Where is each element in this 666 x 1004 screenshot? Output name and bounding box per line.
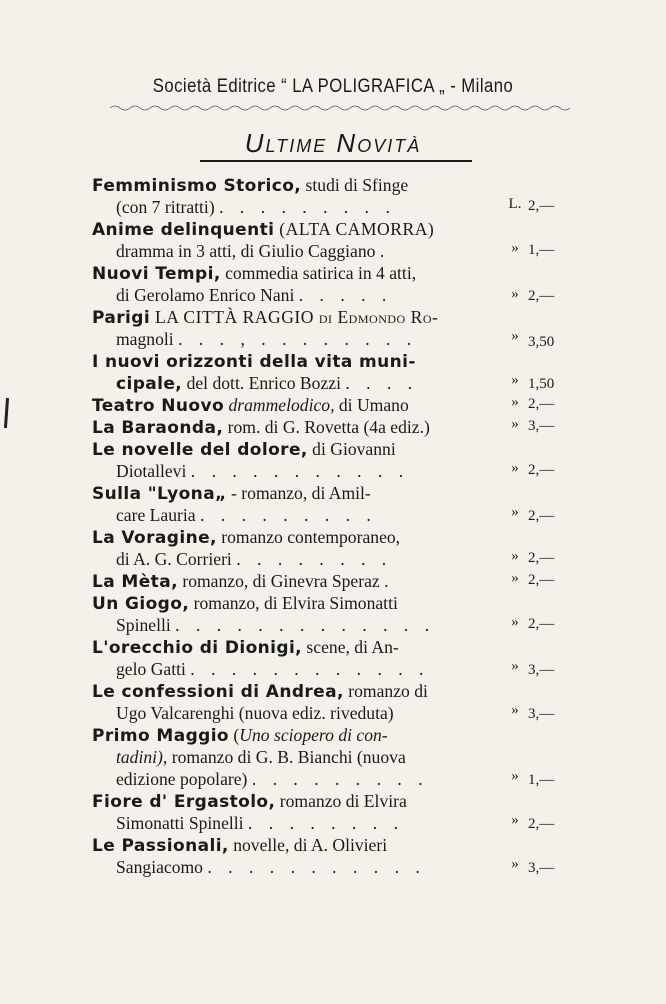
- book-title: L'orecchio di Dionigi,: [92, 638, 303, 658]
- publisher-header: Società Editrice “ LA POLIGRAFICA „ - Milano: [152, 76, 514, 97]
- book-details: gelo Gatti: [116, 659, 186, 679]
- book-title: Fiore d' Ergastolo,: [92, 792, 276, 812]
- book-details: romanzo di G. B. Bianchi (nuova: [167, 747, 406, 767]
- leader-dots: . . . . . . . . .: [251, 769, 429, 789]
- book-details: di Giovanni: [307, 439, 396, 459]
- currency-mark: »: [511, 812, 519, 828]
- book-details: romanzo di: [343, 681, 428, 701]
- book-title: Teatro Nuovo: [92, 396, 225, 416]
- book-details: Simonatti Spinelli: [116, 813, 244, 833]
- currency-mark: »: [511, 614, 519, 630]
- book-title: Un Giogo,: [92, 594, 190, 614]
- book-entry: [92, 592, 555, 636]
- book-entry: [92, 482, 555, 526]
- book-entry: [92, 262, 555, 306]
- currency-mark: »: [511, 240, 519, 256]
- currency-mark: »: [511, 856, 519, 872]
- book-title: Nuovi Tempi,: [92, 264, 221, 284]
- book-entry: [92, 416, 555, 438]
- book-price: 2,—: [528, 198, 555, 214]
- book-details: romanzo, di Ginevra Speraz .: [177, 571, 389, 591]
- currency-mark: »: [511, 570, 519, 586]
- book-details: - romanzo, di Amil-: [226, 483, 371, 503]
- book-title: Primo Maggio: [92, 726, 230, 746]
- currency-mark: »: [511, 460, 519, 476]
- book-title: Le confessioni di Andrea,: [92, 682, 344, 702]
- book-price: 3,—: [528, 706, 555, 722]
- currency-mark: »: [511, 328, 519, 344]
- currency-mark: »: [511, 504, 519, 520]
- currency-mark: »: [511, 548, 519, 564]
- book-entry: [92, 218, 555, 262]
- book-title: La Baraonda,: [92, 418, 224, 438]
- book-title: Femminismo Storico,: [92, 176, 302, 196]
- book-details: (ALTA CAMORRA): [274, 219, 435, 239]
- currency-mark: »: [511, 286, 519, 302]
- book-details: LA CITTÀ RAGGIO di Edmondo Ro-: [150, 307, 439, 327]
- book-details: novelle, di A. Olivieri: [228, 835, 388, 855]
- title-underline: [200, 160, 472, 162]
- book-entry: [92, 570, 555, 592]
- book-title: I nuovi orizzonti della vita muni-: [92, 352, 416, 372]
- leader-dots: . . . . . . . . . . . .: [190, 659, 430, 679]
- book-details: studi di Sfinge: [301, 175, 409, 195]
- book-details: Sangiacomo: [116, 857, 203, 877]
- book-details: Diotallevi: [116, 461, 187, 481]
- book-title: La Voragine,: [92, 528, 217, 548]
- book-entry: [92, 724, 555, 790]
- book-entry: [92, 438, 555, 482]
- leader-dots: . . . . . . . . .: [219, 197, 396, 217]
- currency-mark: »: [511, 394, 519, 410]
- book-title: Le novelle del dolore,: [92, 440, 308, 460]
- book-price: 2,—: [528, 816, 555, 832]
- book-price: 1,—: [528, 772, 555, 788]
- book-details: Spinelli: [116, 615, 171, 635]
- book-author: di Umano: [334, 395, 409, 415]
- book-entry: [92, 680, 555, 724]
- book-price: 3,—: [528, 418, 555, 434]
- book-details: Ugo Valcarenghi (nuova ediz. riveduta): [116, 703, 394, 723]
- leader-dots: . . . . . . . . . . . . .: [175, 615, 436, 635]
- book-details: scene, di An-: [302, 637, 399, 657]
- book-details: edizione popolare): [116, 769, 248, 789]
- book-details: commedia satirica in 4 atti,: [220, 263, 417, 283]
- book-details: rom. di G. Rovetta (4a ediz.): [223, 417, 430, 437]
- book-entry: [92, 636, 555, 680]
- book-price: 2,—: [528, 550, 555, 566]
- book-price: 2,—: [528, 462, 555, 478]
- book-details: (: [229, 725, 240, 745]
- book-entry: [92, 350, 555, 394]
- book-price: 2,—: [528, 616, 555, 632]
- book-title: Le Passionali,: [92, 836, 229, 856]
- book-price: 3,—: [528, 662, 555, 678]
- leader-dots: . . . . . . . . . . .: [207, 857, 426, 877]
- book-entry: [92, 834, 555, 878]
- currency-mark: »: [511, 416, 519, 432]
- book-price: 2,—: [528, 288, 555, 304]
- leader-dots: . . . . . . . . .: [200, 505, 377, 525]
- book-entry: [92, 394, 555, 416]
- book-price: 2,—: [528, 396, 555, 412]
- book-genre: drammelodico,: [228, 395, 335, 415]
- currency-mark: L.: [508, 196, 522, 212]
- page-title: Ultime Novità: [244, 128, 422, 158]
- book-price: 3,50: [528, 334, 555, 350]
- book-price: 2,—: [528, 572, 555, 588]
- book-title: Sulla "Lyona„: [92, 484, 227, 504]
- book-entry: [92, 306, 555, 350]
- leader-dots: . . . , . . . . . . . .: [178, 329, 418, 349]
- book-details: romanzo contemporaneo,: [216, 527, 401, 547]
- currency-mark: »: [511, 768, 519, 784]
- leader-dots: . . . . . . . .: [236, 549, 393, 569]
- book-price: 2,—: [528, 508, 555, 524]
- book-price: 1,—: [528, 242, 555, 258]
- book-details: di A. G. Corrieri: [116, 549, 232, 569]
- book-title-continued: cipale,: [116, 374, 183, 394]
- leader-dots: . . . .: [345, 373, 419, 393]
- book-details: dramma in 3 atti, di Giulio Caggiano .: [116, 241, 385, 261]
- currency-mark: »: [511, 702, 519, 718]
- book-details: del dott. Enrico Bozzi: [182, 373, 341, 393]
- book-details: care Lauria: [116, 505, 196, 525]
- book-title: Anime delinquenti: [92, 220, 275, 240]
- leader-dots: . . . . . . . .: [247, 813, 404, 833]
- book-details: di Gerolamo Enrico Nani: [116, 285, 295, 305]
- wavy-rule: [110, 104, 570, 112]
- leader-dots: . . . . . . . . . . .: [190, 461, 410, 481]
- leader-dots: . . . . .: [298, 285, 393, 305]
- book-title: La Mèta,: [92, 572, 178, 592]
- book-details: romanzo di Elvira: [275, 791, 407, 811]
- currency-mark: »: [511, 372, 519, 388]
- book-details: romanzo, di Elvira Simonatti: [189, 593, 398, 613]
- book-entry: [92, 790, 555, 834]
- book-price: 1,50: [528, 376, 555, 392]
- book-list: [0, 174, 666, 878]
- book-details: (con 7 ritratti): [116, 197, 215, 217]
- book-price: 3,—: [528, 860, 555, 876]
- book-title: Parigi: [92, 308, 151, 328]
- book-entry: [92, 526, 555, 570]
- currency-mark: »: [511, 658, 519, 674]
- book-details: magnoli: [116, 329, 174, 349]
- book-subtitle: Uno sciopero di con-: [239, 725, 388, 745]
- book-entry: [92, 174, 555, 218]
- book-subtitle: tadini),: [116, 747, 168, 767]
